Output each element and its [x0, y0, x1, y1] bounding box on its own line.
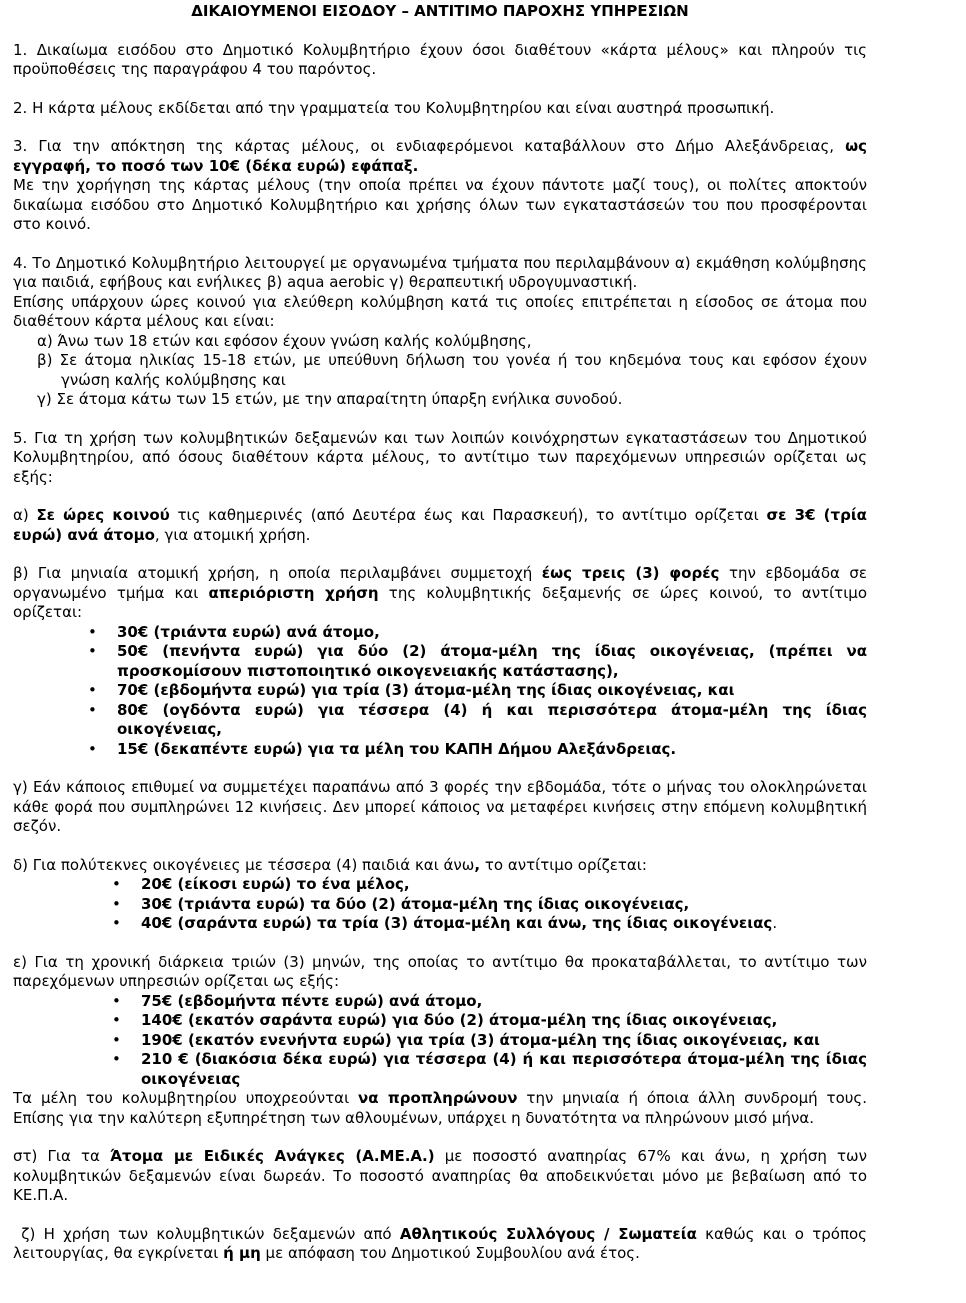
paragraph-4-public-hours: Επίσης υπάρχουν ώρες κοινού για ελεύθερη κολύμβηση κατά τις οποίες επιτρέπεται η είσοδος σε άτομα που διαθέτουν κάρτα μέλους και είναι: [13, 292, 867, 330]
list-item: • 30€ (τριάντα ευρώ) ανά άτομο, [117, 623, 867, 643]
clause-z-bold: ή μη [223, 1244, 261, 1262]
clause-d [13, 856, 867, 876]
clause-d-text: το αντίτιμο ορίζεται: [480, 855, 647, 874]
clause-st-text: με ποσοστό αναπηρίας 67% και άνω, η χρήση των κολυμβητικών δεξαμενών είναι δωρεάν. Το ποσοστό αναπηρίας θα αποδεικνύεται μόνο με βεβαίωση από το ΚΕ.Π.Α. [13, 1147, 867, 1204]
list-item: • 140€ (εκατόν σαράντα ευρώ) για δύο (2) άτομα-μέλη της ίδιας οικογένειας, [141, 1011, 867, 1031]
clause-b-text: της κολυμβητικής δεξαμενής σε ώρες κοινού, το αντίτιμο ορίζεται: [13, 583, 868, 621]
clause-e-bold: να προπληρώνουν [358, 1089, 518, 1107]
clause-z-text: ζ) Η χρήση των κολυμβητικών δεξαμενών από [13, 1224, 400, 1243]
clause-z-text: καθώς και ο τρόπος λειτουργίας, θα εγκρίνεται [13, 1224, 872, 1262]
list-item-text: 40€ (σαράντα ευρώ) τα τρία (3) άτομα-μέλη και άνω, της ίδιας οικογένειας [141, 914, 773, 932]
clause-st-bold: Άτομα με Ειδικές Ανάγκες (Α.ΜΕ.Α.) [110, 1147, 435, 1165]
clause-e: ε) Για τη χρονική διάρκεια τριών (3) μηνών, της οποίας το αντίτιμο θα προκαταβάλλεται, το αντίτιμο των παρεχόμενων υπηρεσιών ορίζεται ως εξής: [13, 952, 867, 990]
clause-a-text: , για ατομική χρήση. [154, 525, 311, 544]
list-item: • 15€ (δεκαπέντε ευρώ) για τα μέλη του ΚΑΠΗ Δήμου Αλεξάνδρειας. [117, 740, 867, 760]
clause-g: γ) Εάν κάποιος επιθυμεί να συμμετέχει παραπάνω από 3 φορές την εβδομάδα, τότε ο μήνας του ολοκληρώνεται κάθε φορά που συμπληρώνει 12 κινήσεις. Δεν μπορεί κάποιος να μεταφέρει κινήσεις στην επόμενη κολυμβητική σεζόν. [13, 778, 867, 835]
list-item: • 190€ (εκατόν ενενήντα ευρώ) για τρία (3) άτομα-μέλη της ίδιας οικογένειας, και [141, 1031, 867, 1051]
clause-d-bold: , [474, 855, 481, 874]
list-item: • 210 € (διακόσια δέκα ευρώ) για τέσσερα (4) ή και περισσότερα άτομα-μέλη της ίδιας οικογένειας [141, 1050, 867, 1089]
clause-b-text: β) Για μηνιαία ατομική χρήση, η οποία περιλαμβάνει συμμετοχή [13, 564, 542, 582]
list-item: • 70€ (εβδομήντα ευρώ) για τρία (3) άτομα-μέλη της ίδιας οικογένειας, και [117, 681, 867, 701]
clause-st-text: στ) Για τα [13, 1147, 111, 1165]
paragraph-4-item-a: α) Άνω των 18 ετών και εφόσον έχουν γνώση καλής κολύμβησης, [37, 331, 532, 350]
list-item: • 20€ (είκοσι ευρώ) το ένα μέλος, [141, 875, 867, 895]
paragraph-3-bold: ως εγγραφή, το ποσό των 10€ (δέκα ευρώ) εφάπαξ. [13, 137, 867, 175]
list-item: • 75€ (εβδομήντα πέντε ευρώ) ανά άτομο, [141, 992, 867, 1012]
paragraph-4: 4. Το Δημοτικό Κολυμβητήριο λειτουργεί με οργανωμένα τμήματα που περιλαμβάνουν α) εκμάθηση κολύμβησης για παιδιά, εφήβους και ενήλικες β) aqua aerobic γ) θεραπευτική υδρογυμναστική. [13, 253, 867, 291]
list-item: • 30€ (τριάντα ευρώ) τα δύο (2) άτομα-μέλη της ίδιας οικογένειας, [141, 895, 867, 915]
paragraph-2: 2. Η κάρτα μέλους εκδίδεται από την γραμματεία του Κολυμβητηρίου και είναι αυστηρά προσωπική. [13, 98, 775, 117]
clause-st [13, 1147, 867, 1206]
clause-e-text: την μηνιαία ή όποια άλλη συνδρομή τους. Επίσης για την καλύτερη εξυπηρέτηση των αθλουμένων, υπάρχει η δυνατότητα να πληρώνουν μισό μήνα. [13, 1089, 867, 1127]
clause-a-bold: σε 3€ (τρία ευρώ) ανά άτομο [13, 506, 867, 544]
clause-a [13, 506, 867, 545]
paragraph-5: 5. Για τη χρήση των κολυμβητικών δεξαμενών και των λοιπών κοινόχρηστων εγκαταστάσεων του Δημοτικού Κολυμβητηρίου, από όσους διαθέτουν κάρτα μέλους, το αντίτιμο των παρεχόμενων υπηρεσιών ορίζεται ως εξής: [13, 428, 867, 486]
list-item [141, 914, 867, 934]
clause-a-text: α) [13, 506, 37, 524]
clause-z-text: με απόφαση του Δημοτικού Συμβουλίου ανά έτος. [260, 1244, 640, 1262]
clause-e-text: Τα μέλη του κολυμβητηρίου υποχρεούνται [13, 1089, 359, 1107]
paragraph-4-item-c: γ) Σε άτομα κάτω των 15 ετών, με την απαραίτητη ύπαρξη ενήλικα συνοδού. [37, 390, 623, 408]
clause-b-price-list [117, 623, 867, 760]
clause-a-bold: Σε ώρες κοινού [36, 506, 170, 524]
clause-d-text: δ) Για πολύτεκνες οικογένειες με τέσσερα (4) παιδιά και άνω [13, 855, 475, 874]
clause-b [13, 564, 867, 623]
list-item: • 50€ (πενήντα ευρώ) για δύο (2) άτομα-μέλη της ίδιας οικογένειας, (πρέπει να προσκομίσουν πιστοποιητικό οικογενειακής κατάστασης), [117, 642, 867, 681]
clause-z-bold: Αθλητικούς Συλλόγους / Σωματεία [399, 1224, 697, 1243]
document-title: ΔΙΚΑΙΟΥΜΕΝΟΙ ΕΙΣΟΔΟΥ – ΑΝΤΙΤΙΜΟ ΠΑΡΟΧΗΣ ΥΠΗΡΕΣΙΩΝ [191, 2, 689, 20]
clause-z [13, 1224, 872, 1264]
paragraph-3-text: 3. Για την απόκτηση της κάρτας μέλους, οι ενδιαφερόμενοι καταβάλλουν στο Δήμο Αλεξάνδρειας, [13, 137, 846, 155]
list-item-end: . [772, 914, 778, 932]
clause-b-text: την εβδομάδα σε οργανωμένο τμήμα και [13, 564, 867, 602]
list-item: • 80€ (ογδόντα ευρώ) για τέσσερα (4) ή και περισσότερα άτομα-μέλη της ίδιας οικογένειας, [117, 701, 867, 740]
clause-e-prepay [13, 1089, 867, 1128]
paragraph-3-continuation: Με την χορήγηση της κάρτας μέλους (την οποία πρέπει να έχουν πάντοτε μαζί τους), οι πολίτες αποκτούν δικαίωμα εισόδου στο Δημοτικό Κολυμβητήριο και χρήσης όλων των εγκαταστάσεών του που προσφέρονται στο κοινό. [13, 176, 867, 233]
paragraph-4-item-b: β) Σε άτομα ηλικίας 15-18 ετών, με υπεύθυνη δήλωση του γονέα ή του κηδεμόνα τους και εφόσον έχουν γνώση καλής κολύμβησης και [37, 351, 867, 389]
paragraph-3 [13, 137, 867, 176]
paragraph-1: 1. Δικαίωμα εισόδου στο Δημοτικό Κολυμβητήριο έχουν όσοι διαθέτουν «κάρτα μέλους» και πληρούν τις προϋποθέσεις της παραγράφου 4 του παρόντος. [13, 40, 867, 78]
clause-e-price-list [141, 992, 867, 1090]
clause-b-bold: απεριόριστη χρήση [208, 583, 379, 602]
clause-a-text: τις καθημερινές (από Δευτέρα έως και Παρασκευή), το αντίτιμο ορίζεται [169, 506, 767, 524]
clause-d-price-list [141, 875, 867, 934]
clause-b-bold: έως τρεις (3) φορές [541, 564, 720, 582]
